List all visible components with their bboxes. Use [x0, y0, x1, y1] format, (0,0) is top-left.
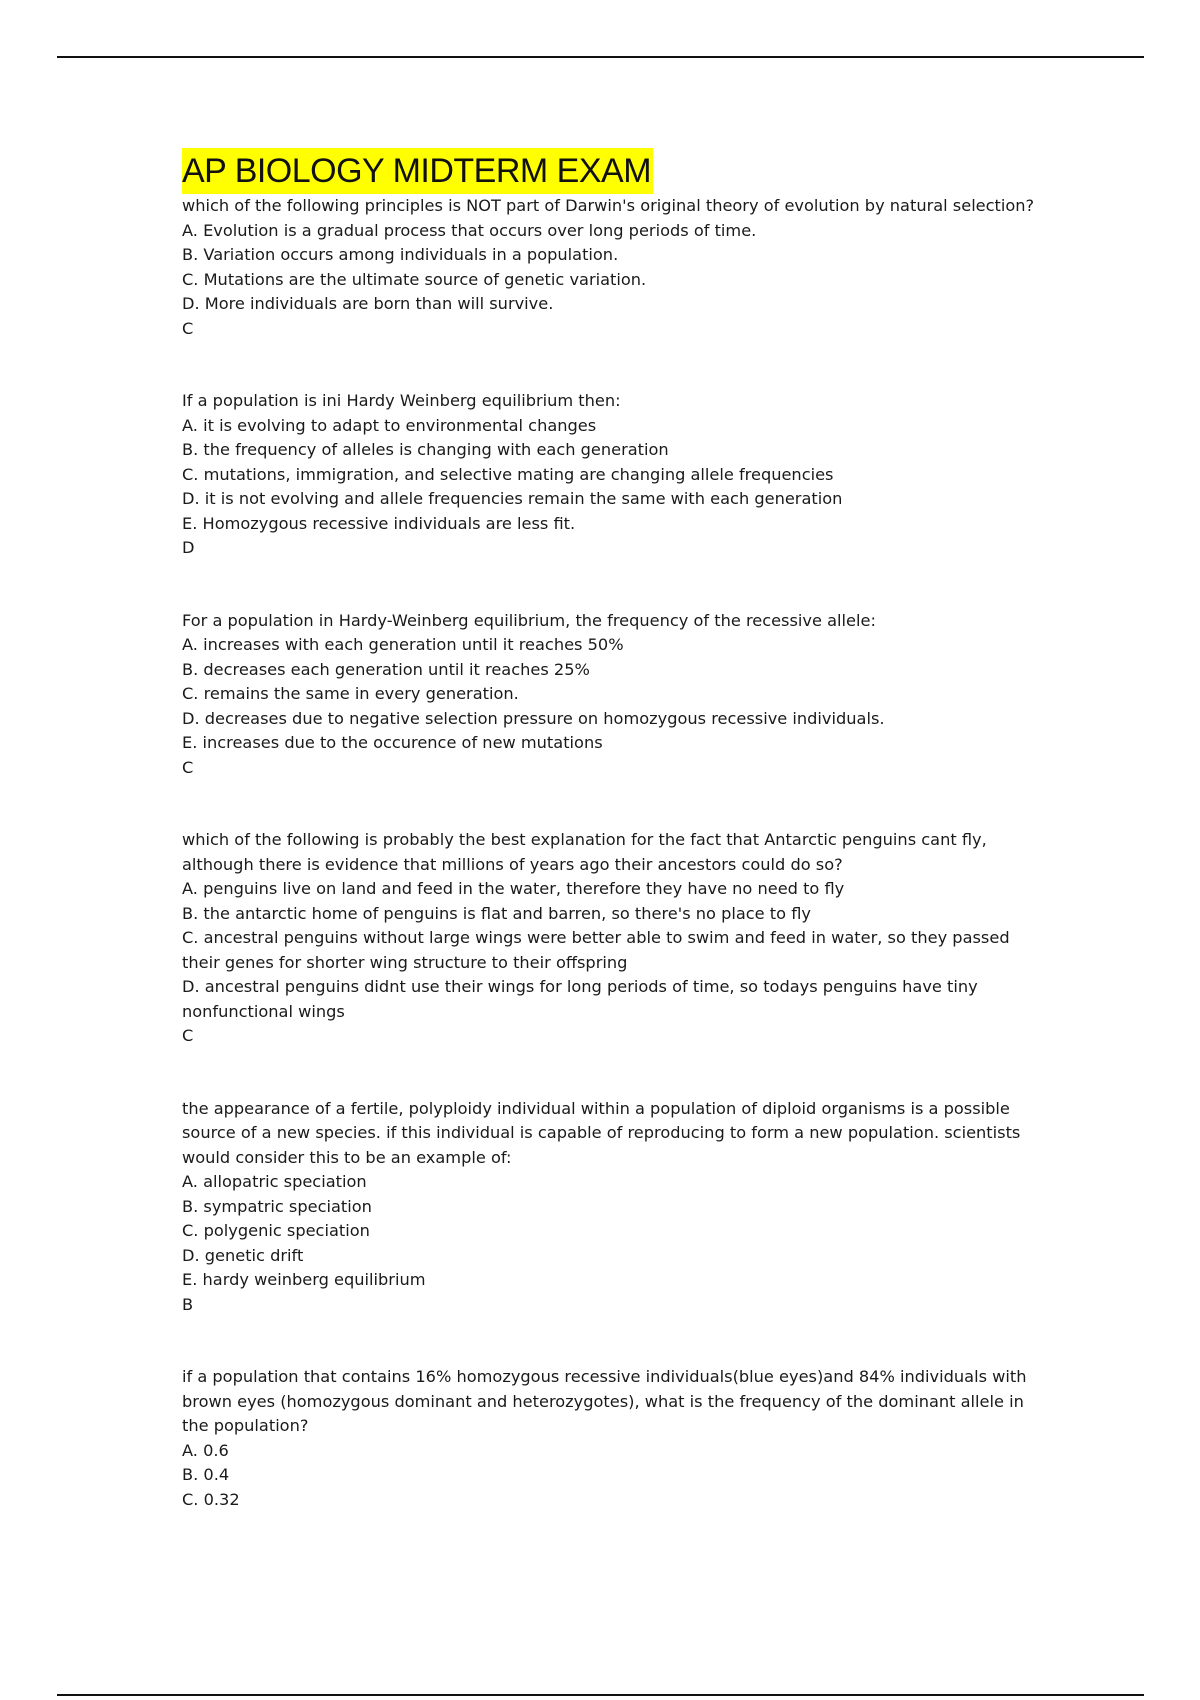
option-b: B. the frequency of alleles is changing with each generation — [182, 440, 669, 459]
option-d: D. it is not evolving and allele frequencies remain the same with each generation — [182, 489, 843, 508]
option-a: A. 0.6 — [182, 1440, 229, 1460]
option-c: C. 0.32 — [182, 1489, 240, 1509]
option-a: A. allopatric speciation — [182, 1172, 367, 1191]
option-a: A. penguins live on land and feed in the water, therefore they have no need to fly — [182, 879, 845, 898]
answer: C — [182, 318, 194, 338]
question-spacer — [182, 341, 1042, 389]
option-b: B. decreases each generation until it reaches 25% — [182, 659, 590, 679]
option-b: B. 0.4 — [182, 1465, 230, 1484]
footer-rule — [57, 1694, 1144, 1696]
option-b: B. the antarctic home of penguins is flat and barren, so there's no place to fly — [182, 903, 811, 923]
option-e: E. hardy weinberg equilibrium — [182, 1270, 426, 1289]
option-c: C. Mutations are the ultimate source of genetic variation. — [182, 269, 647, 289]
header-rule — [57, 56, 1144, 58]
question-5 — [182, 1097, 1042, 1318]
option-e: E. increases due to the occurence of new mutations — [182, 733, 603, 752]
question-4 — [182, 828, 1042, 1049]
option-b: B. sympatric speciation — [182, 1196, 372, 1216]
question-stem: if a population that contains 16% homozygous recessive individuals(blue eyes)and 84% individuals with brown eyes (homozygous dominant and heterozygotes), what is the frequency of the dominant allele in the population? — [182, 1367, 1027, 1435]
option-a: A. increases with each generation until it reaches 50% — [182, 635, 624, 654]
answer: B — [182, 1294, 194, 1314]
option-b: B. Variation occurs among individuals in a population. — [182, 245, 619, 264]
option-e: E. Homozygous recessive individuals are less fit. — [182, 513, 576, 533]
option-d: D. decreases due to negative selection pressure on homozygous recessive individuals. — [182, 708, 885, 728]
question-spacer — [182, 780, 1042, 828]
question-stem: For a population in Hardy-Weinberg equilibrium, the frequency of the recessive allele: — [182, 610, 876, 630]
option-a: A. it is evolving to adapt to environmental changes — [182, 415, 597, 435]
option-d: D. More individuals are born than will survive. — [182, 294, 554, 313]
option-d: D. genetic drift — [182, 1245, 304, 1265]
question-stem: the appearance of a fertile, polyploidy individual within a population of diploid organisms is a possible source of a new species. if this individual is capable of reproducing to form a new population. scientists would consider this to be an example of: — [182, 1098, 1021, 1167]
question-2 — [182, 389, 1042, 561]
document-title: AP BIOLOGY MIDTERM EXAM — [182, 148, 653, 194]
option-c: C. remains the same in every generation. — [182, 684, 519, 703]
answer: D — [182, 538, 195, 557]
option-a: A. Evolution is a gradual process that occurs over long periods of time. — [182, 220, 757, 240]
option-c: C. mutations, immigration, and selective mating are changing allele frequencies — [182, 464, 834, 484]
question-spacer — [182, 1317, 1042, 1365]
question-6 — [182, 1365, 1042, 1512]
document-body — [182, 148, 1042, 1512]
question-spacer — [182, 561, 1042, 609]
question-1 — [182, 194, 1042, 341]
question-stem: which of the following principles is NOT part of Darwin's original theory of evolution by natural selection? — [182, 196, 1035, 215]
answer: C — [182, 1026, 194, 1045]
option-c: C. ancestral penguins without large wings were better able to swim and feed in water, so they passed their genes for shorter wing structure to their offspring — [182, 928, 1010, 972]
question-3 — [182, 609, 1042, 781]
option-d: D. ancestral penguins didnt use their wings for long periods of time, so todays penguins have tiny nonfunctional wings — [182, 977, 978, 1021]
question-stem: If a population is ini Hardy Weinberg equilibrium then: — [182, 391, 621, 410]
question-spacer — [182, 1049, 1042, 1097]
question-stem: which of the following is probably the best explanation for the fact that Antarctic penguins cant fly, although there is evidence that millions of years ago their ancestors could do so? — [182, 830, 987, 874]
option-c: C. polygenic speciation — [182, 1221, 370, 1240]
answer: C — [182, 757, 194, 777]
